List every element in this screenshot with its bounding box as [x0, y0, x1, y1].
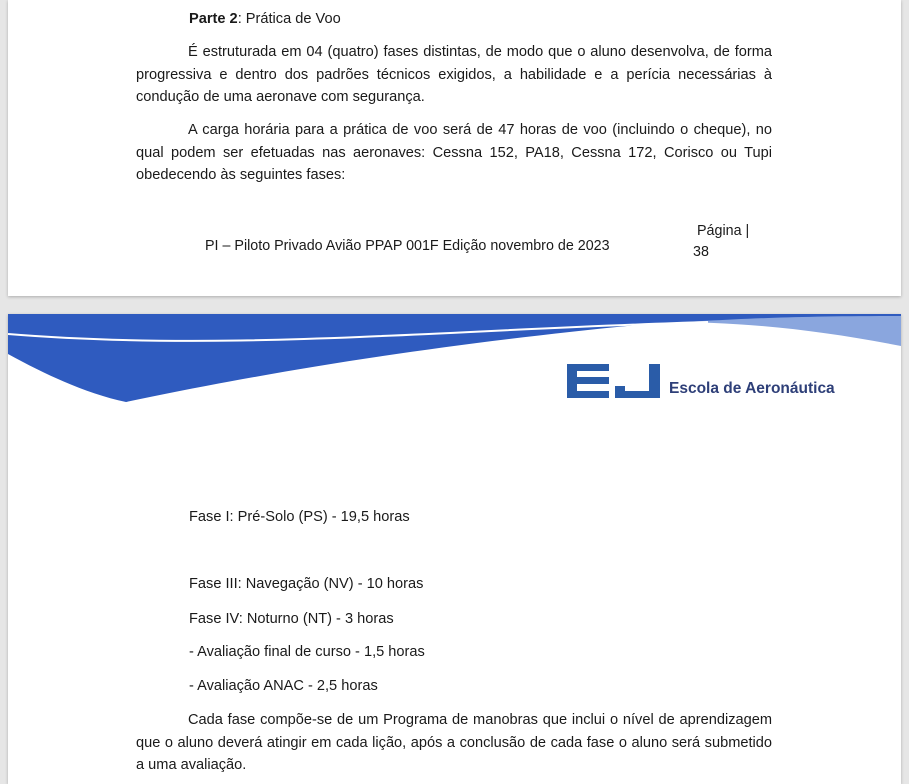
footer-page-label: Página | [697, 223, 750, 239]
header-swoosh-graphic [8, 314, 901, 414]
school-name: Escola de Aeronáutica [669, 380, 835, 397]
paragraph-flight-hours [136, 119, 772, 187]
document-page-39 [8, 314, 901, 784]
paragraph-maneuvers-text: Cada fase compõe-se de um Programa de manobras que inclui o nível de aprendizagem que o aluno deverá atingir em cada lição, após a conclusão de cada fase o aluno será submetido a uma avaliação. [136, 712, 772, 773]
paragraph-structure [136, 41, 772, 109]
paragraph-structure-text: É estruturada em 04 (quatro) fases distintas, de modo que o aluno desenvolva, de forma progressiva e dentro dos padrões técnicos exigidos, a habilidade e a perícia necessárias à condução de uma aeronave com segurança. [136, 44, 772, 105]
section-heading [189, 8, 341, 30]
paragraph-maneuvers [136, 709, 772, 777]
paragraph-flight-hours-text: A carga horária para a prática de voo será de 47 horas de voo (incluindo o cheque), no qual podem ser efetuadas nas aeronaves: Cessna 152, PA18, Cessna 172, Corisco ou Tupi obedecendo às seguintes fases: [136, 122, 772, 183]
phase-item-4: Fase IV: Noturno (NT) - 3 horas [189, 611, 394, 627]
footer-document-title: PI – Piloto Privado Avião PPAP 001F Edição novembro de 2023 [205, 238, 610, 254]
section-heading-rest: : Prática de Voo [237, 11, 341, 27]
phase-item-3: Fase III: Navegação (NV) - 10 horas [189, 576, 424, 592]
section-heading-bold: Parte 2 [189, 11, 238, 27]
phase-item-1: Fase I: Pré-Solo (PS) - 19,5 horas [189, 509, 410, 525]
document-page-38 [8, 0, 901, 296]
footer-page-number: 38 [693, 244, 709, 260]
evaluation-final: - Avaliação final de curso - 1,5 horas [189, 644, 425, 660]
evaluation-anac: - Avaliação ANAC - 2,5 horas [189, 678, 378, 694]
ej-logo-icon [567, 364, 663, 398]
